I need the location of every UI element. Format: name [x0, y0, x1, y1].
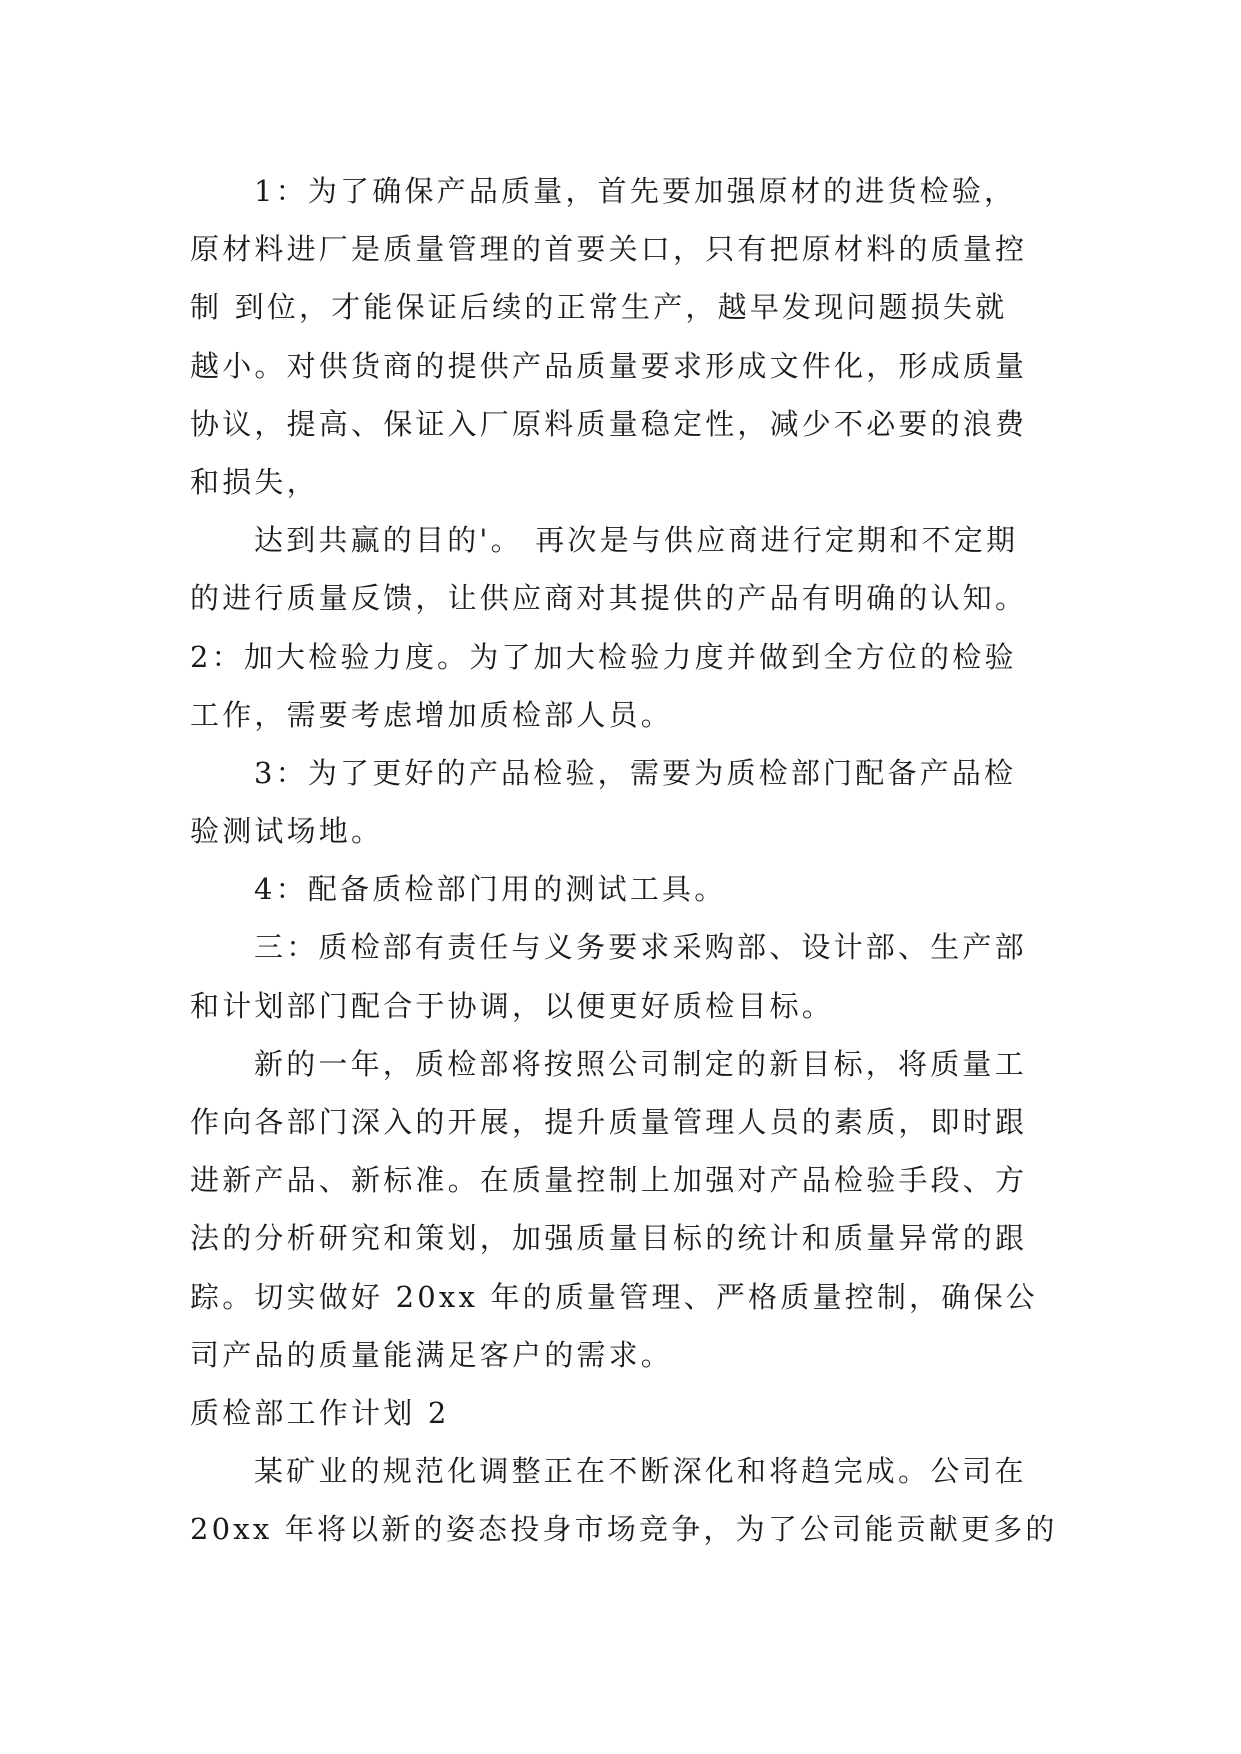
- text-line: 2：加大检验力度。为了加大检验力度并做到全方位的检验: [190, 639, 1017, 674]
- text-line: 工作，需要考虑增加质检部人员。: [190, 697, 674, 732]
- text-line: 司产品的质量能满足客户的需求。: [190, 1337, 674, 1372]
- text-line: 法的分析研究和策划，加强质量目标的统计和质量异常的跟: [190, 1221, 1028, 1256]
- text-line: 进新产品、新标准。在质量控制上加强对产品检验手段、方: [190, 1163, 1028, 1198]
- text-line: 原材料进厂是质量管理的首要关口，只有把原材料的质量控: [190, 232, 1028, 267]
- text-line: 踪。切实做好 20xx 年的质量管理、严格质量控制，确保公: [190, 1279, 1038, 1314]
- text-line: 达到共赢的目的'。 再次是与供应商进行定期和不定期: [254, 523, 1019, 558]
- section-heading: 质检部工作计划 2: [190, 1395, 450, 1430]
- text-line: 和损失，: [190, 464, 319, 499]
- text-line: 新的一年，质检部将按照公司制定的新目标，将质量工: [254, 1046, 1027, 1081]
- document-body: [190, 162, 1058, 1559]
- text-line: 3：为了更好的产品检验，需要为质检部门配备产品检: [254, 755, 1017, 790]
- text-line: 验测试场地。: [190, 814, 384, 849]
- text-line: 4：配备质检部门用的测试工具。: [254, 872, 727, 907]
- text-line: 三：质检部有责任与义务要求采购部、设计部、生产部: [254, 930, 1027, 965]
- text-line: 制 到位，才能保证后续的正常生产，越早发现问题损失就: [190, 290, 1008, 325]
- text-line: 作向各部门深入的开展，提升质量管理人员的素质，即时跟: [190, 1105, 1028, 1139]
- text-line: 1：为了确保产品质量，首先要加强原材的进货检验，: [254, 174, 1017, 208]
- text-line: 越小。对供货商的提供产品质量要求形成文件化，形成质量: [190, 348, 1028, 383]
- text-line: 的进行质量反馈，让供应商对其提供的产品有明确的认知。: [190, 581, 1028, 616]
- text-line: 某矿业的规范化调整正在不断深化和将趋完成。公司在: [254, 1454, 1027, 1489]
- text-line: 和计划部门配合于协调，以便更好质检目标。: [190, 988, 835, 1023]
- text-line: 20xx 年将以新的姿态投身市场竞争，为了公司能贡献更多的: [190, 1512, 1058, 1547]
- text-line: 协议，提高、保证入厂原料质量稳定性，减少不必要的浪费: [190, 406, 1028, 441]
